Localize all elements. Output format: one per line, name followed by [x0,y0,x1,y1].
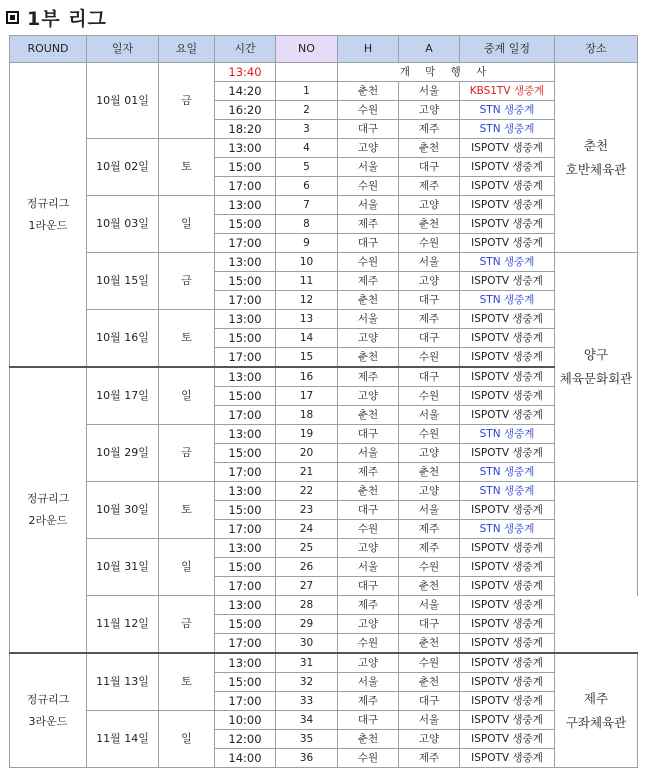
away-team: 수원 [399,425,460,444]
table-row [10,139,638,158]
round-cell-line: 3라운드 [28,714,68,728]
venue-cell [555,253,638,482]
day-cell: 금 [159,63,215,139]
no-cell: 21 [276,463,338,482]
time-cell: 15:00 [215,501,276,520]
time-cell: 13:00 [215,196,276,215]
table-row [10,425,638,444]
away-team: 춘천 [399,634,460,654]
venue-cell-line: 체육문화회관 [559,371,633,386]
no-cell: 28 [276,596,338,615]
no-cell: 3 [276,120,338,139]
time-cell: 15:00 [215,215,276,234]
away-team: 서울 [399,82,460,101]
header-time: 시간 [215,36,276,63]
away-team: 제주 [399,177,460,196]
no-cell: 1 [276,82,338,101]
broadcast-cell: ISPOTV 생중계 [460,348,555,368]
away-team: 대구 [399,158,460,177]
no-cell: 6 [276,177,338,196]
time-cell: 15:00 [215,158,276,177]
away-team: 춘천 [399,215,460,234]
no-cell: 32 [276,673,338,692]
round-cell [10,367,87,653]
away-team: 수원 [399,348,460,368]
broadcast-cell: ISPOTV 생중계 [460,196,555,215]
time-cell: 10:00 [215,711,276,730]
no-cell: 15 [276,348,338,368]
away-team: 춘천 [399,673,460,692]
broadcast-cell: ISPOTV 생중계 [460,329,555,348]
home-team: 춘천 [338,291,399,310]
home-team: 제주 [338,596,399,615]
no-cell: 18 [276,406,338,425]
round-cell [10,653,87,768]
venue-cell [555,653,638,768]
away-team: 고양 [399,101,460,120]
time-cell: 15:00 [215,444,276,463]
day-cell: 토 [159,310,215,368]
away-team: 제주 [399,539,460,558]
time-cell: 15:00 [215,387,276,406]
home-team: 서울 [338,196,399,215]
no-cell: 9 [276,234,338,253]
table-row [10,367,638,387]
broadcast-cell: STN 생중계 [460,463,555,482]
away-team: 고양 [399,482,460,501]
home-team: 서울 [338,158,399,177]
home-team: 고양 [338,615,399,634]
no-cell: 33 [276,692,338,711]
home-team: 대구 [338,425,399,444]
time-cell: 17:00 [215,348,276,368]
header-away: A [399,36,460,63]
date-cell: 10월 29일 [87,425,159,482]
away-team: 제주 [399,310,460,329]
no-cell: 4 [276,139,338,158]
no-cell: 5 [276,158,338,177]
time-cell: 13:00 [215,425,276,444]
no-cell: 30 [276,634,338,654]
time-cell: 13:00 [215,482,276,501]
no-cell: 31 [276,653,338,673]
no-cell: 7 [276,196,338,215]
time-cell: 17:00 [215,692,276,711]
broadcast-cell: ISPOTV 생중계 [460,139,555,158]
round-cell-line: 정규리그 [26,196,70,210]
square-bullet-icon [6,11,19,24]
header-day: 요일 [159,36,215,63]
away-team: 대구 [399,615,460,634]
day-cell: 토 [159,482,215,539]
broadcast-cell: ISPOTV 생중계 [460,367,555,387]
day-cell: 일 [159,711,215,768]
home-team: 수원 [338,101,399,120]
no-cell: 12 [276,291,338,310]
no-cell: 20 [276,444,338,463]
time-cell: 14:20 [215,82,276,101]
no-cell: 24 [276,520,338,539]
broadcast-cell: ISPOTV 생중계 [460,387,555,406]
away-team: 서울 [399,711,460,730]
home-team: 고양 [338,329,399,348]
away-team: 춘천 [399,577,460,596]
home-team: 수원 [338,253,399,272]
broadcast-cell: ISPOTV 생중계 [460,310,555,329]
home-team: 고양 [338,653,399,673]
time-cell: 13:00 [215,253,276,272]
table-row [10,711,638,730]
venue-cell-line: 구좌체육관 [565,714,627,730]
table-row [10,482,638,501]
away-team: 춘천 [399,139,460,158]
time-cell: 15:00 [215,673,276,692]
away-team: 대구 [399,367,460,387]
broadcast-cell: ISPOTV 생중계 [460,272,555,291]
date-cell: 11월 13일 [87,653,159,711]
table-row [10,310,638,329]
date-cell: 10월 01일 [87,63,159,139]
opening-time: 13:40 [215,63,276,82]
time-cell: 17:00 [215,463,276,482]
table-header-row [10,36,638,63]
home-team: 제주 [338,272,399,291]
header-venue: 장소 [555,36,638,63]
broadcast-cell: ISPOTV 생중계 [460,177,555,196]
time-cell: 15:00 [215,329,276,348]
time-cell: 13:00 [215,310,276,329]
away-team: 수원 [399,653,460,673]
no-cell: 11 [276,272,338,291]
time-cell: 15:00 [215,272,276,291]
home-team: 수원 [338,634,399,654]
no-cell: 14 [276,329,338,348]
no-cell [276,63,338,82]
page-title [6,4,107,30]
table-row [10,596,638,615]
round-cell-line: 정규리그 [26,492,70,505]
round-cell [10,63,87,368]
date-cell: 10월 16일 [87,310,159,368]
away-team: 제주 [399,749,460,768]
no-cell: 36 [276,749,338,768]
away-team: 대구 [399,291,460,310]
broadcast-cell: ISPOTV 생중계 [460,692,555,711]
broadcast-cell: STN 생중계 [460,253,555,272]
broadcast-cell: ISPOTV 생중계 [460,749,555,768]
home-team: 서울 [338,310,399,329]
day-cell: 토 [159,139,215,196]
day-cell: 금 [159,425,215,482]
away-team: 서울 [399,406,460,425]
away-team: 제주 [399,520,460,539]
table-row [10,196,638,215]
day-cell: 토 [159,653,215,711]
home-team: 제주 [338,692,399,711]
no-cell: 19 [276,425,338,444]
broadcast-cell: ISPOTV 생중계 [460,577,555,596]
header-no: NO [276,36,338,63]
broadcast-cell: STN 생중계 [460,520,555,539]
home-team: 제주 [338,463,399,482]
date-cell: 10월 15일 [87,253,159,310]
no-cell: 16 [276,367,338,387]
away-team: 고양 [399,444,460,463]
opening-event: 개 막 행 사 [338,63,555,82]
no-cell: 26 [276,558,338,577]
date-cell: 10월 31일 [87,539,159,596]
home-team: 대구 [338,120,399,139]
broadcast-cell: ISPOTV 생중계 [460,634,555,654]
broadcast-cell: ISPOTV 생중계 [460,234,555,253]
broadcast-cell: ISPOTV 생중계 [460,596,555,615]
time-cell: 17:00 [215,177,276,196]
date-cell: 11월 14일 [87,711,159,768]
away-team: 서울 [399,596,460,615]
broadcast-cell: ISPOTV 생중계 [460,444,555,463]
home-team: 제주 [338,367,399,387]
time-cell: 15:00 [215,615,276,634]
time-cell: 17:00 [215,406,276,425]
home-team: 수원 [338,520,399,539]
home-team: 서울 [338,673,399,692]
time-cell: 12:00 [215,730,276,749]
away-team: 제주 [399,120,460,139]
date-cell: 10월 02일 [87,139,159,196]
time-cell: 17:00 [215,234,276,253]
time-cell: 18:20 [215,120,276,139]
broadcast-cell: ISPOTV 생중계 [460,501,555,520]
venue-cell-line: 제주 [583,690,609,706]
away-team: 고양 [399,196,460,215]
broadcast-cell: ISPOTV 생중계 [460,215,555,234]
day-cell: 금 [159,596,215,654]
date-cell: 10월 17일 [87,367,159,425]
venue-cell-line: 호반체육관 [565,161,627,177]
broadcast-cell: ISPOTV 생중계 [460,158,555,177]
broadcast-cell: ISPOTV 생중계 [460,539,555,558]
date-cell: 10월 03일 [87,196,159,253]
broadcast-cell: STN 생중계 [460,120,555,139]
time-cell: 13:00 [215,596,276,615]
home-team: 춘천 [338,406,399,425]
away-team: 수원 [399,387,460,406]
no-cell: 22 [276,482,338,501]
venue-cell [555,63,638,253]
away-team: 고양 [399,272,460,291]
header-round: ROUND [10,36,87,63]
broadcast-cell: KBS1TV 생중계 [460,82,555,101]
no-cell: 2 [276,101,338,120]
no-cell: 27 [276,577,338,596]
no-cell: 8 [276,215,338,234]
no-cell: 23 [276,501,338,520]
broadcast-cell: STN 생중계 [460,291,555,310]
away-team: 수원 [399,558,460,577]
home-team: 춘천 [338,82,399,101]
broadcast-cell: ISPOTV 생중계 [460,558,555,577]
home-team: 서울 [338,444,399,463]
away-team: 서울 [399,501,460,520]
broadcast-cell: ISPOTV 생중계 [460,711,555,730]
away-team: 춘천 [399,463,460,482]
broadcast-cell: STN 생중계 [460,425,555,444]
day-cell: 일 [159,196,215,253]
round-cell-line: 정규리그 [26,692,70,706]
home-team: 고양 [338,539,399,558]
home-team: 서울 [338,558,399,577]
home-team: 대구 [338,711,399,730]
round-cell-line: 2라운드 [28,514,68,527]
day-cell: 금 [159,253,215,310]
away-team: 대구 [399,329,460,348]
home-team: 고양 [338,387,399,406]
no-cell: 10 [276,253,338,272]
time-cell: 13:00 [215,539,276,558]
time-cell: 17:00 [215,577,276,596]
table-row [10,653,638,673]
no-cell: 35 [276,730,338,749]
away-team: 대구 [399,692,460,711]
time-cell: 17:00 [215,634,276,654]
home-team: 수원 [338,749,399,768]
away-team: 수원 [399,234,460,253]
schedule-table [9,35,638,768]
time-cell: 14:00 [215,749,276,768]
no-cell: 25 [276,539,338,558]
home-team: 수원 [338,177,399,196]
day-cell: 일 [159,367,215,425]
table-row [10,539,638,558]
time-cell: 15:00 [215,558,276,577]
home-team: 대구 [338,577,399,596]
header-date: 일자 [87,36,159,63]
venue-cell-line: 춘천 [583,137,609,153]
no-cell: 29 [276,615,338,634]
date-cell: 10월 30일 [87,482,159,539]
time-cell: 17:00 [215,291,276,310]
away-team: 서울 [399,253,460,272]
away-team: 고양 [399,730,460,749]
no-cell: 34 [276,711,338,730]
broadcast-cell: ISPOTV 생중계 [460,673,555,692]
no-cell: 13 [276,310,338,329]
home-team: 제주 [338,215,399,234]
venue-cell-line: 양구 [583,347,609,362]
home-team: 춘천 [338,482,399,501]
home-team: 대구 [338,234,399,253]
page-title-text: 1부 리그 [27,7,107,30]
broadcast-cell: STN 생중계 [460,101,555,120]
table-row [10,253,638,272]
time-cell: 13:00 [215,653,276,673]
round-cell-line: 1라운드 [28,218,68,232]
time-cell: 16:20 [215,101,276,120]
home-team: 고양 [338,139,399,158]
home-team: 대구 [338,501,399,520]
time-cell: 13:00 [215,139,276,158]
home-team: 춘천 [338,348,399,368]
header-broadcast: 중계 일정 [460,36,555,63]
broadcast-cell: STN 생중계 [460,482,555,501]
schedule-body [10,63,638,768]
header-home: H [338,36,399,63]
date-cell: 11월 12일 [87,596,159,654]
time-cell: 13:00 [215,367,276,387]
no-cell: 17 [276,387,338,406]
table-row [10,63,638,82]
broadcast-cell: ISPOTV 생중계 [460,730,555,749]
day-cell: 일 [159,539,215,596]
home-team: 춘천 [338,730,399,749]
broadcast-cell: ISPOTV 생중계 [460,615,555,634]
broadcast-cell: ISPOTV 생중계 [460,406,555,425]
time-cell: 17:00 [215,520,276,539]
broadcast-cell: ISPOTV 생중계 [460,653,555,673]
